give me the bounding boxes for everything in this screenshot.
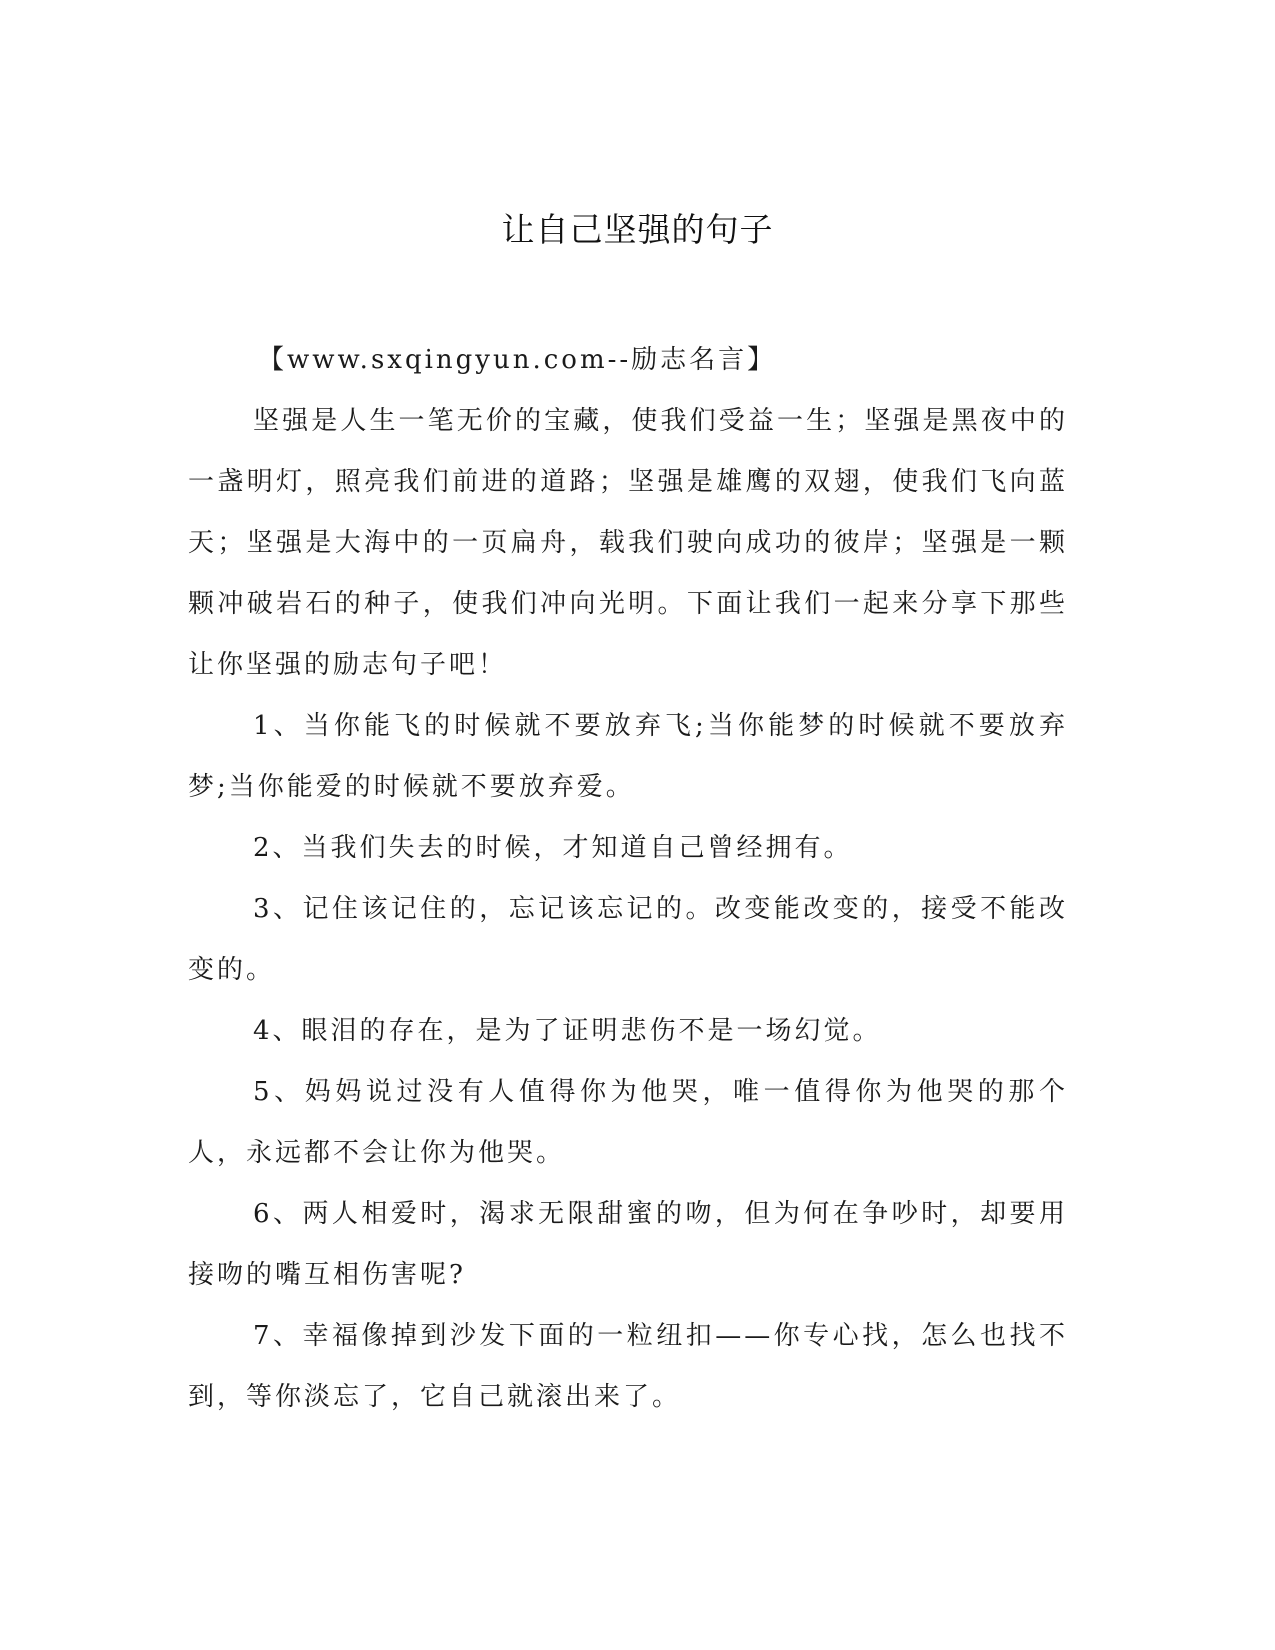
list-item: 6、两人相爱时，渴求无限甜蜜的吻，但为何在争吵时，却要用接吻的嘴互相伤害呢? (188, 1199, 1068, 1290)
intro-paragraph: 坚强是人生一笔无价的宝藏，使我们受益一生；坚强是黑夜中的一盏明灯，照亮我们前进的道路；坚强是雄鹰的双翅，使我们飞向蓝天；坚强是大海中的一页扁舟，载我们驶向成功的彼岸；坚强是一颗颗冲破岩石的种子，使我们冲向光明。下面让我们一起来分享下那些让你坚强的励志句子吧！ (188, 406, 1068, 680)
list-item: 2、当我们失去的时候，才知道自己曾经拥有。 (253, 833, 853, 863)
list-item: 7、幸福像掉到沙发下面的一粒纽扣——你专心找，怎么也找不到，等你淡忘了，它自己就滚出来了。 (188, 1321, 1068, 1412)
document-body (188, 330, 1068, 1428)
list-item: 4、眼泪的存在，是为了证明悲伤不是一场幻觉。 (253, 1016, 882, 1046)
list-item: 3、记住该记住的，忘记该忘记的。改变能改变的，接受不能改变的。 (188, 894, 1068, 985)
list-item: 5、妈妈说过没有人值得你为他哭，唯一值得你为他哭的那个人，永远都不会让你为他哭。 (188, 1077, 1068, 1168)
list-item: 1、当你能飞的时候就不要放弃飞;当你能梦的时候就不要放弃梦;当你能爱的时候就不要放弃爱。 (188, 711, 1068, 802)
document-title: 让自己坚强的句子 (501, 210, 774, 249)
source-line: 【www.sxqingyun.com--励志名言】 (258, 345, 777, 375)
